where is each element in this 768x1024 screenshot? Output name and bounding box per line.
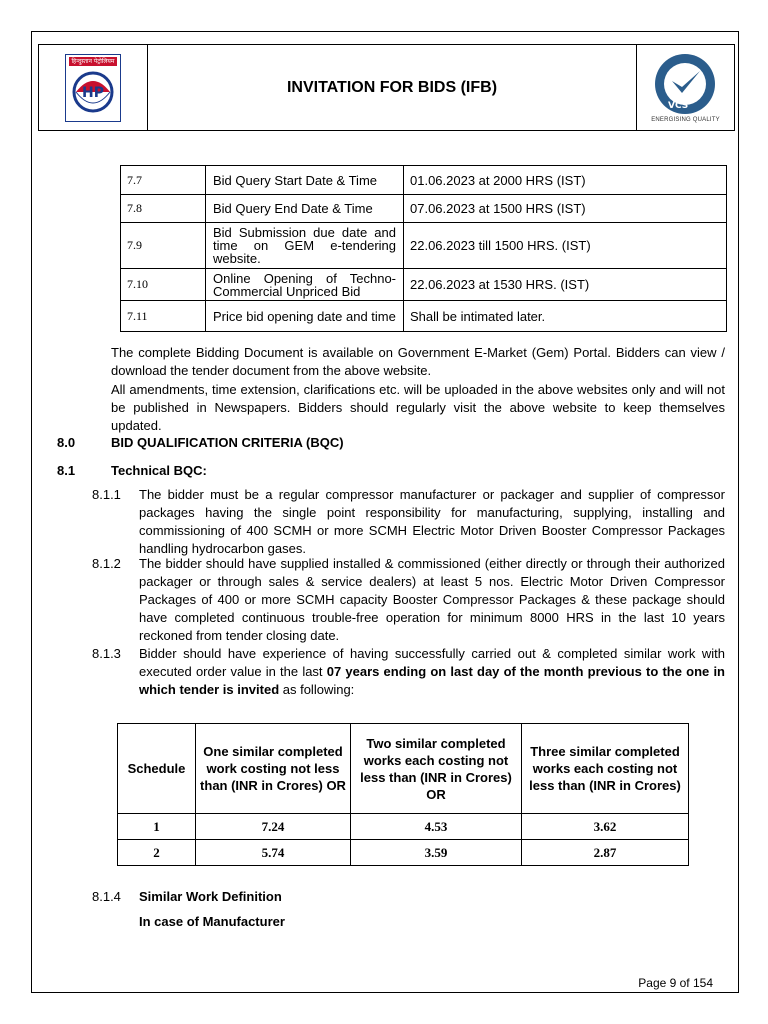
row-value: 22.06.2023 at 1530 HRS. (IST) (404, 269, 727, 301)
table-cell: 2 (118, 840, 196, 866)
section-number: 8.0 (57, 435, 76, 450)
table-row (121, 269, 727, 301)
clause-text: The bidder should have supplied installed & commissioned (either directly or through their authorized packager or through sales & service dealers) at least 5 nos. Electric Motor Driven Compressor Packages of 400 or more SCMH capacity Booster Compressor Packages & these package should have completed continuous trouble-free operation for minimum 8000 HRS in the last 10 years reckoned from tender closing date. (139, 556, 725, 643)
row-number: 7.9 (121, 223, 206, 269)
row-description: Online Opening of Techno-Commercial Unpriced Bid (206, 269, 404, 301)
clause-text-part: as following: (279, 682, 355, 697)
table-row (118, 814, 689, 840)
row-value: 07.06.2023 at 1500 HRS (IST) (404, 195, 727, 223)
table-header-row (118, 724, 689, 814)
paragraph-amendments: All amendments, time extension, clarifications etc. will be uploaded in the above websites only and will not be published in Newspapers. Bidders should regularly visit the above website to keep themselves updated. (111, 382, 725, 433)
hp-logo-band: हिन्दुस्तान पेट्रोलियम (69, 57, 117, 66)
section-title: BID QUALIFICATION CRITERIA (BQC) (111, 435, 344, 450)
table-cell: 5.74 (196, 840, 351, 866)
clause-number: 8.1.1 (92, 487, 121, 502)
clause-text (139, 645, 725, 699)
page-title: INVITATION FOR BIDS (IFB) (286, 78, 498, 96)
row-value: 22.06.2023 till 1500 HRS. (IST) (404, 223, 727, 269)
hp-logo-text: HP (82, 84, 104, 101)
subsection-number: 8.1 (57, 463, 76, 478)
clause-number: 8.1.4 (92, 889, 121, 904)
table-cell: 1 (118, 814, 196, 840)
clause-number: 8.1.3 (92, 646, 121, 661)
clause-text-emphasis: 07 years ending on last day of the month previous to the one in which tender is invited (139, 664, 725, 697)
row-number: 7.7 (121, 166, 206, 195)
paragraph-bidding-document: The complete Bidding Document is available on Government E-Market (Gem) Portal. Bidders can view / download the tender document from the above website. (111, 345, 725, 378)
vcs-logo-cell (636, 45, 734, 130)
vcs-logo-icon (652, 51, 718, 117)
table-row (121, 223, 727, 269)
column-header: Schedule (118, 724, 196, 814)
table-row (121, 195, 727, 223)
table-cell: 3.62 (522, 814, 689, 840)
column-header: Two similar completed works each costing not less than (INR in Crores) OR (351, 724, 522, 814)
table-cell: 7.24 (196, 814, 351, 840)
row-description: Bid Query End Date & Time (206, 195, 404, 223)
row-description: Bid Query Start Date & Time (206, 166, 404, 195)
row-number: 7.11 (121, 301, 206, 332)
page-header (38, 44, 735, 131)
table-row (121, 166, 727, 195)
page-number: Page 9 of 154 (638, 976, 713, 990)
vcs-caption: ENERGISING QUALITY (651, 117, 720, 123)
column-header: Three similar completed works each costing not less than (INR in Crores) (522, 724, 689, 814)
row-description: Price bid opening date and time (206, 301, 404, 332)
table-cell: 2.87 (522, 840, 689, 866)
table-cell: 4.53 (351, 814, 522, 840)
row-description: Bid Submission due date and time on GEM e-tendering website. (206, 223, 404, 269)
hp-logo-cell (39, 45, 148, 130)
row-value: 01.06.2023 at 2000 HRS (IST) (404, 166, 727, 195)
column-header: One similar completed work costing not less than (INR in Crores) OR (196, 724, 351, 814)
table-cell: 3.59 (351, 840, 522, 866)
clause-text-part: Bidder should have experience of having successfully carried out & completed similar work with executed order value in the last (139, 646, 725, 679)
row-number: 7.8 (121, 195, 206, 223)
row-value: Shall be intimated later. (404, 301, 727, 332)
clause-number: 8.1.2 (92, 556, 121, 571)
hp-emblem-icon (68, 66, 118, 116)
vcs-letters: VCS (668, 101, 689, 111)
subsection-title: Technical BQC: (111, 463, 207, 478)
clause-text: The bidder must be a regular compressor manufacturer or packager and supplier of compressor packages having the single point responsibility for manufacturing, supplying, installing and commissioning of 400 SCMH or more SCMH Electric Motor Driven Booster Compressor Packages handling hydrocarbon gases. (139, 487, 725, 556)
row-number: 7.10 (121, 269, 206, 301)
clause-subtitle: In case of Manufacturer (139, 914, 285, 929)
schedule-table (117, 723, 689, 866)
bid-dates-table (120, 165, 727, 332)
hp-logo (65, 54, 121, 122)
clause-title: Similar Work Definition (139, 889, 282, 904)
table-row (118, 840, 689, 866)
table-row (121, 301, 727, 332)
